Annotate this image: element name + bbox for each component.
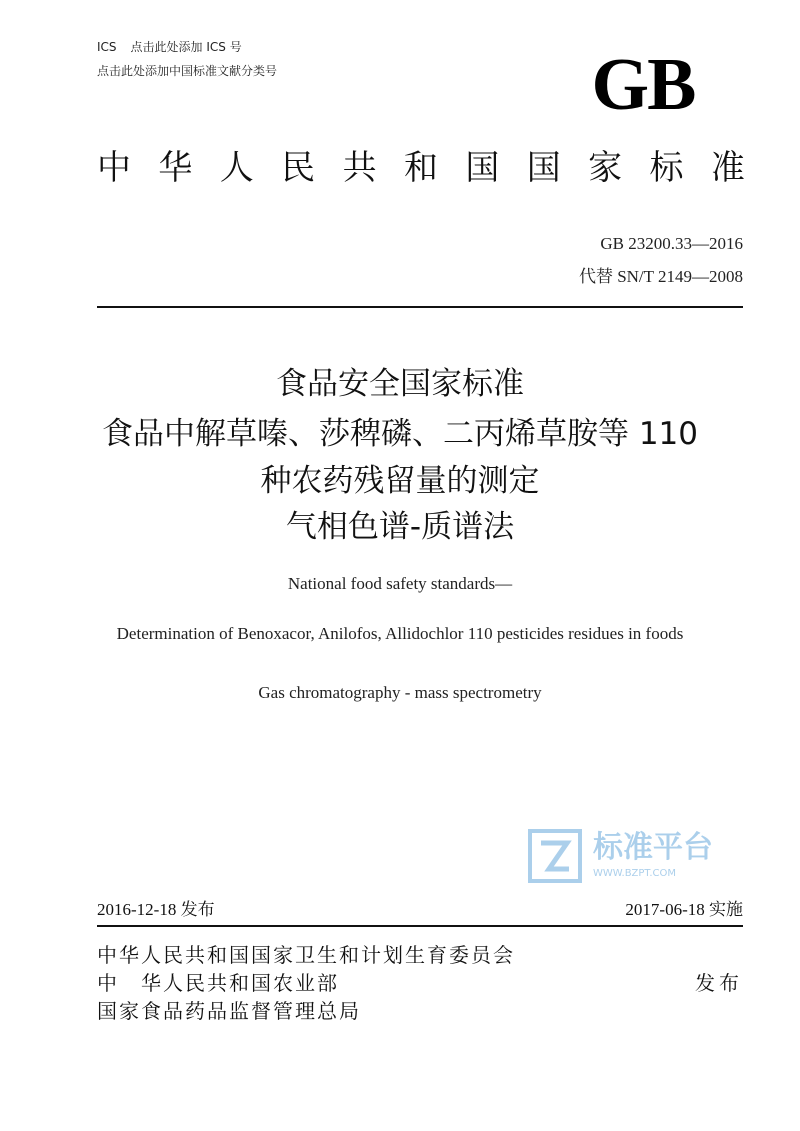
issuer-moa-rest: 华人民共和国农业部 [141,971,339,995]
issue-date: 2016-12-18 发布 [97,900,215,919]
ccs-placeholder[interactable]: 点击此处添加中国标准文献分类号 [97,64,278,78]
category-char: 华 [158,148,193,188]
standard-category-title [97,145,745,191]
gb-logo: GB [591,44,695,126]
title-zh-line-1: 食品安全国家标准 [276,366,524,402]
title-en-line-3: Gas chromatography - mass spectrometry [258,683,542,702]
ics-line [97,38,242,55]
issuer-moa [97,970,339,996]
title-zh-line-4: 气相色谱-质谱法 [285,509,515,545]
watermark-url[interactable]: WWW.BZPT.COM [593,868,677,879]
title-zh-line-3: 种农药残留量的测定 [260,463,540,499]
issuer-nhfpc: 中华人民共和国国家卫生和计划生育委员会 [97,943,515,967]
watermark-name: 标准平台 [593,830,713,865]
effective-date: 2017-06-18 实施 [625,900,743,919]
ics-placeholder[interactable]: 点击此处添加 ICS 号 [130,40,242,54]
replaces-standard: 代替 SN/T 2149—2008 [578,267,743,286]
category-char: 中 [97,148,131,188]
category-char: 家 [588,148,623,188]
issuer-cfda: 国家食品药品监督管理总局 [97,999,361,1023]
title-zh-line-2: 食品中解草嗪、莎稗磷、二丙烯草胺等 110 [101,416,699,452]
category-char: 标 [649,148,684,188]
category-char: 和 [403,148,438,188]
category-char: 国 [526,148,561,188]
category-char: 人 [219,148,254,188]
issuer-moa-first-char: 中 [97,971,119,995]
bottom-divider [97,925,743,927]
watermark [527,828,737,886]
category-char: 准 [710,148,745,188]
category-char: 共 [342,148,377,188]
publish-label: 发布 [695,971,743,995]
standard-number: GB 23200.33—2016 [600,234,743,253]
category-char: 民 [281,148,316,188]
ics-label: ICS [97,40,117,54]
title-en-line-1: National food safety standards— [287,574,513,593]
top-divider [97,306,743,308]
category-char: 国 [465,148,500,188]
bz-logo-icon [527,828,583,884]
title-en-line-2: Determination of Benoxacor, Anilofos, Allidochlor 110 pesticides residues in foods [116,624,684,643]
